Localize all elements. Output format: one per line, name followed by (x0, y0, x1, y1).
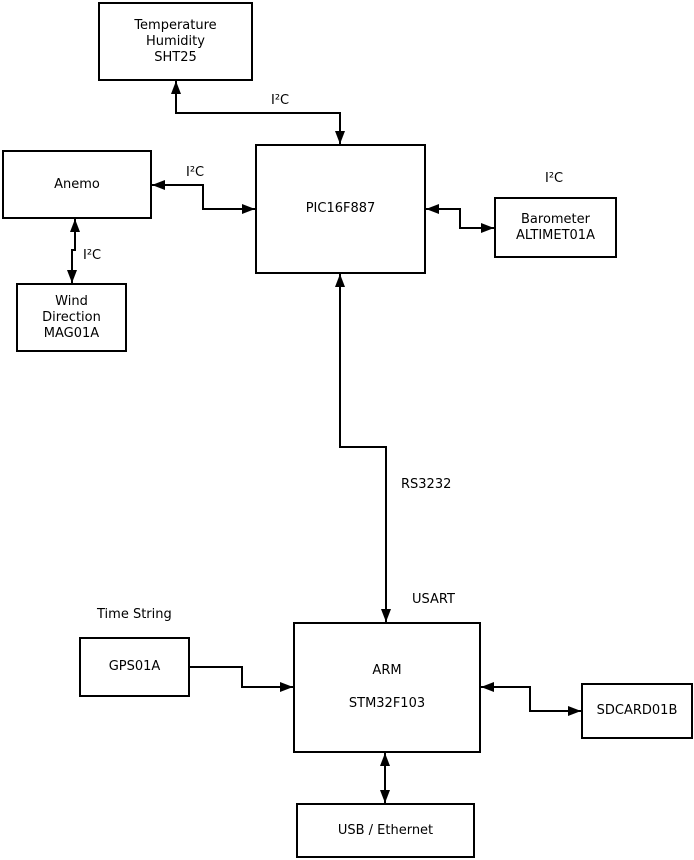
edge-pic-to-arm (340, 274, 386, 622)
node-temperature-humidity-sht25 (98, 2, 253, 81)
node-label: Wind (55, 293, 88, 309)
node-barometer-altimet01a (494, 197, 617, 258)
node-label: ARM (372, 663, 402, 678)
node-label: SDCARD01B (596, 703, 678, 718)
edge-gps-to-arm (190, 667, 293, 687)
edge-arm-to-sdcard (481, 687, 581, 711)
edge-label-time-string: Time String (97, 607, 172, 622)
node-label: MAG01A (43, 325, 100, 341)
node-usb-ethernet (296, 803, 475, 858)
node-label: PIC16F887 (305, 201, 376, 216)
edge-label-rs3232: RS3232 (401, 477, 452, 492)
node-label: GPS01A (108, 659, 161, 674)
edge-label-i2c-sht25: I²C (271, 93, 290, 108)
edge-pic-to-sht25 (176, 81, 340, 144)
node-wind-direction-mag01a (16, 283, 127, 352)
node-label: STM32F103 (348, 696, 426, 711)
node-label: USB / Ethernet (337, 822, 434, 838)
node-label: Anemo (54, 176, 100, 192)
node-label: Temperature (134, 17, 217, 33)
edge-label-usart: USART (412, 592, 455, 607)
node-anemo (2, 150, 152, 219)
node-label: Barometer (521, 211, 590, 227)
node-pic16f887 (255, 144, 426, 274)
node-gps01a (79, 637, 190, 697)
node-sdcard01b (581, 683, 693, 739)
node-label: Direction (42, 309, 101, 325)
node-label: Humidity (146, 33, 205, 49)
edge-label-i2c-barometer: I²C (545, 171, 564, 186)
edge-pic-to-anemo (152, 185, 255, 209)
node-label: ALTIMET01A (516, 227, 595, 243)
node-label: SHT25 (154, 49, 197, 65)
edge-pic-to-barometer (426, 209, 494, 228)
edge-label-i2c-wind: I²C (83, 248, 102, 263)
edge-label-i2c-anemo: I²C (186, 165, 205, 180)
edge-anemo-to-wind-direction (72, 219, 75, 283)
node-arm-stm32f103 (293, 622, 481, 753)
